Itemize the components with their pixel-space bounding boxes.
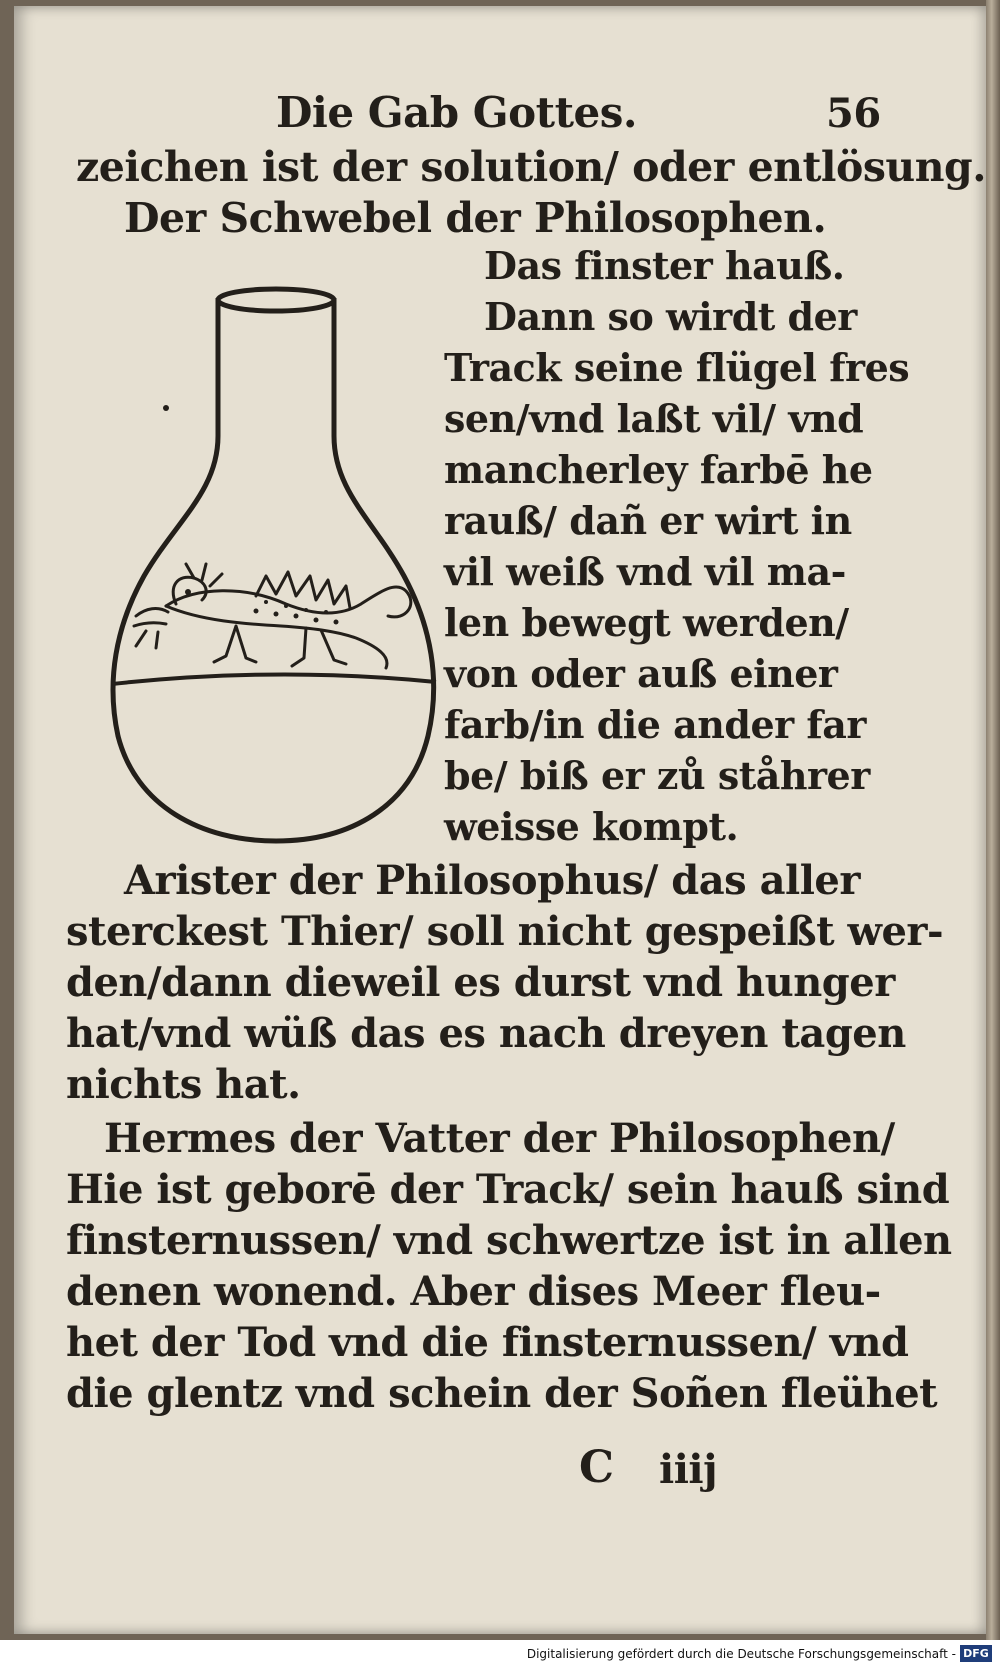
- signature-mark-letter: C: [579, 1442, 614, 1493]
- text-line-right-1: Das finster hauß.: [484, 243, 845, 288]
- flask-with-dragon-woodcut-icon: [106, 286, 446, 846]
- digitization-credit: Digitalisierung gefördert durch die Deutsche Forschungsgemeinschaft -: [526, 1647, 956, 1661]
- text-line-right-6: rauß/ dañ er wirt in: [444, 498, 852, 543]
- text-line-hermes-6: die glentz vnd schein der Soñen fleühet: [66, 1370, 938, 1417]
- folio-number: 56: [826, 90, 881, 137]
- text-line-right-5: mancherley farbē he: [444, 447, 873, 492]
- text-line-hermes-4: denen wonend. Aber dises Meer fleu-: [66, 1268, 881, 1315]
- text-line-right-10: farb/in die ander far: [444, 702, 866, 747]
- text-line-top-1: zeichen ist der solution/ oder entlösung.: [76, 143, 986, 191]
- running-head-title: Die Gab Gottes.: [276, 88, 637, 137]
- text-line-hermes-2: Hie ist geborē der Track/ sein hauß sind: [66, 1166, 950, 1213]
- text-line-right-7: vil weiß vnd vil ma-: [444, 549, 846, 594]
- text-line-arister-5: nichts hat.: [66, 1061, 301, 1108]
- text-line-right-11: be/ biß er zů ståhrer: [444, 753, 870, 798]
- text-line-hermes-1: Hermes der Vatter der Philosophen/: [104, 1115, 895, 1162]
- book-page: [14, 6, 986, 1634]
- signature-mark-number: iiij: [659, 1446, 718, 1493]
- text-line-right-4: sen/vnd laßt vil/ vnd: [444, 396, 864, 441]
- text-line-right-9: von oder auß einer: [444, 651, 838, 696]
- text-line-right-8: len bewegt werden/: [444, 600, 849, 645]
- text-line-arister-1: Arister der Philosophus/ das aller: [124, 857, 860, 904]
- text-line-right-12: weisse kompt.: [444, 804, 739, 849]
- text-line-hermes-5: het der Tod vnd die finsternussen/ vnd: [66, 1319, 909, 1366]
- text-line-arister-2: sterckest Thier/ soll nicht gespeißt wer-: [66, 908, 944, 955]
- text-line-right-2: Dann so wirdt der: [484, 294, 857, 339]
- text-line-top-2: Der Schwebel der Philosophen.: [124, 194, 827, 242]
- text-line-arister-3: den/dann dieweil es durst vnd hunger: [66, 959, 895, 1006]
- digitization-footer: [0, 1640, 1000, 1669]
- dfg-logo: DFG: [960, 1645, 992, 1662]
- text-line-arister-4: hat/vnd wüß das es nach dreyen tagen: [66, 1010, 906, 1057]
- text-line-right-3: Track seine flügel fres: [444, 345, 910, 390]
- page-edge-stack: [986, 0, 1000, 1640]
- text-line-hermes-3: finsternussen/ vnd schwertze ist in allen: [66, 1217, 952, 1264]
